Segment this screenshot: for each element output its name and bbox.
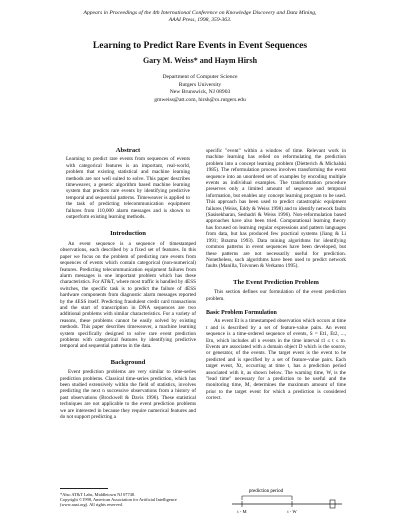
basic-formulation-paragraph: An event Et is a timestamped observation which occurs at time t and is described by a set of feature-value pairs. An event sequence is a time-ordered sequence of events, S = Et1, Et2, ..., Etn, which includes all n events in the time interval t1 ≤ t ≤ tn. Events are associated with a domain object D which is the source, or generator, of the events. The target event is the event to be predicted and is specified by a set of feature-value pairs. Each target event, Xt, occurring at time t, has a prediction period associated with it, as shown below. The warning time, W, is the "lead time" necessary for a prediction to be useful and the monitoring time, M, determines the maximum amount of time prior to the target event for which a prediction is considered correct. [206,318,346,402]
paper-authors: Gary M. Weiss* and Haym Hirsh [142,56,258,65]
event-prediction-intro: This section defines our formulation of the event prediction problem. [206,289,346,302]
affiliation-email: gmweiss@att.com, hirsh@cs.rutgers.edu [154,96,246,103]
right-column [206,148,346,402]
tick-label-t-minus-w: t - W [287,509,297,514]
affiliation-dept: Department of Computer Science [162,74,238,80]
venue-line-2: AAAI Press, 1998, 359-363. [168,17,232,23]
basic-formulation-heading: Basic Problem Formulation [206,309,277,316]
left-column [60,148,196,420]
footnote-rule [60,488,108,489]
affiliation-city: New Brunswick, NJ 08903 [169,89,231,95]
introduction-heading: Introduction [110,230,146,238]
introduction-paragraph: An event sequence is a sequence of timestamped observations, each described by a fixed set of features. In this paper we focus on the problem of predicting rare events from sequences of events which contain categorical (non-numerical) features. Predicting telecommunication equipment failures from alarm messages is one important problem which has these characteristics. For AT&T, where most traffic is handled by 4ESS switches, the specific task is to predict the failure of 4ESS hardware components from diagnostic alarm messages reported by the 4ESS itself. Predicting fraudulent credit card transactions and the start of transcription in DNA sequences are two additional problems with similar characteristics. For a variety of reasons, these problems cannot be easily solved by existing methods. This paper describes timeweaver, a machine learning system specifically designed to solve rare event prediction problems with categorical features by identifying predictive temporal and sequential patterns in the data. [60,240,196,350]
background-heading: Background [110,358,146,366]
tick-label-t-minus-m: t - M [237,509,247,514]
abstract-text: Learning to predict rare events from sequences of events with categorical features is an important, real-world, problem that existing statistical and machine learning methods are not well suited to solve. This paper describes timeweaver, a genetic algorithm based machine learning system that predicts rare events by identifying predictive temporal and sequential patterns. Timeweaver is applied to the task of predicting telecommunication equipment failures from 110,000 alarm messages and is shown to outperform existing learning methods. [66,156,190,221]
prediction-period-diagram [230,486,350,516]
footnote [60,492,195,508]
background-paragraph-1: Event prediction problems are very similar to time-series prediction problems. Classical time-series prediction, which has been studied extensively within the field of statistics, involves predicting the next n successive observations from a history of past observations (Brockwell & Davis 1996). These statistical techniques are not applicable to the event prediction problems we are interested in because they require numerical features and do not support predicting a [60,369,196,421]
abstract-heading: Abstract [115,147,141,154]
venue-line-1: Appears in Proceedings of the 4th International Conference on Knowledge Discovery and Data Mining, [83,10,317,16]
affiliation-university: Rutgers University [178,81,222,88]
background-paragraph-2: specific "event" within a window of time. Relevant work in machine learning has relied on reformulating the prediction problem into a concept learning problem (Dietterich & Michalski 1985). The reformulation process involves transforming the event sequence into an unordered set of examples by encoding multiple events as individual examples. The transformation procedure preserves only a limited amount of sequence and temporal information, but enables any concept learning program to be used. This approach has been used to predict catastrophic equipment failures (Weiss, Eddy & Weiss 1998) and to identify network faults (Sasisekharan, Seshadri & Weiss 1996). Non-reformulation based approaches have also been tried. Computational learning theory has focused on learning regular expressions and pattern languages from data, but has produced few practical systems (Jiang & Li 1991; Brazma 1993). Data mining algorithms for identifying common patterns in event sequences have been developed, but these patterns are not necessarily useful for prediction. Nonetheless, such algorithms have been used to predict network faults (Manilla, Toivonen & Verkamo 1995). [206,148,346,270]
footnote-copyright: Copyright ©1998, American Association for Artificial Intelligence (www.aaai.org). All rights reserved. [60,497,177,508]
prediction-period-label: prediction period [248,489,284,494]
event-prediction-heading: The Event Prediction Problem [233,278,319,286]
paper-title: Learning to Predict Rare Events in Event Sequences [92,40,308,51]
footnote-affiliation: *Also AT&T Labs, Middletown NJ 07748. [60,492,136,497]
